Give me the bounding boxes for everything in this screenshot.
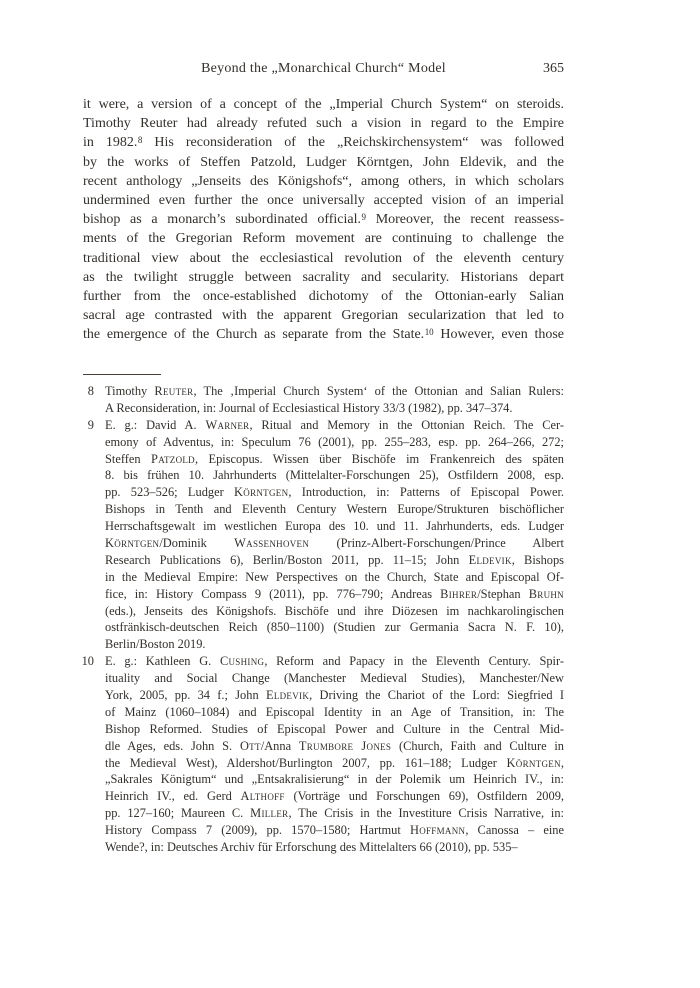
text-segment: (Vorträge und Forschungen 69), Ostfildern 2009, <box>284 789 564 804</box>
text-line <box>83 153 564 172</box>
text-line <box>105 586 564 603</box>
text-line <box>83 95 564 114</box>
footnote <box>83 653 564 856</box>
text-line <box>83 325 564 344</box>
text-line <box>105 501 564 518</box>
text-segment: Hoffmann <box>409 823 466 838</box>
text-segment: Warner <box>205 417 250 432</box>
text-segment: undermined even further the once universally accepted vision of an imperial <box>83 192 564 208</box>
text-segment: E. g.: Kathleen G. <box>105 654 220 669</box>
footnote-text <box>105 653 564 856</box>
text-line <box>105 535 564 552</box>
text-segment: York, 2005, pp. 34 f.; John <box>105 688 266 703</box>
text-segment: the emergence of the Church as separate from the State. <box>83 327 425 343</box>
text-line <box>83 172 564 191</box>
text-line <box>83 287 564 306</box>
text-line <box>105 569 564 586</box>
text-segment: , Driving the Chariot of the Lord: Siegfried I <box>309 688 564 703</box>
text-segment: Ott <box>239 738 261 753</box>
text-segment: recent anthology „Jenseits des Königshofs“, among others, in which scholars <box>83 173 564 189</box>
text-line <box>105 805 564 822</box>
text-segment: , <box>560 755 564 770</box>
text-segment: /Dominik <box>159 536 235 551</box>
text-segment: sacral age contrasted with the apparent Gregorian secularization that led to <box>83 308 564 324</box>
footnote-marker: 9 <box>361 211 366 222</box>
text-segment: E. g.: David A. <box>105 417 206 432</box>
text-line <box>83 306 564 325</box>
text-line <box>105 467 564 484</box>
text-segment: ostfränkisch-deutschen Reich (850–1100) (Studien zur Germania Sacra N. F. 10), <box>105 620 564 635</box>
text-line <box>105 484 564 501</box>
text-segment: , The Crisis in the Investiture Crisis Narrative, in: <box>288 806 564 821</box>
text-segment: pp. 127–160; Maureen C. <box>105 806 251 821</box>
text-segment: Trumbore Jones <box>298 738 392 753</box>
text-segment: Berlin/Boston 2019. <box>105 637 206 652</box>
text-segment: Miller <box>250 806 289 821</box>
text-segment: , Reform and Papacy in the Eleventh Century. Spir- <box>264 654 564 669</box>
text-segment: it were, a version of a concept of the „Imperial Church System“ on steroids. <box>83 97 564 112</box>
text-line <box>105 755 564 772</box>
text-segment: Wende?, in: Deutsches Archiv für Erforschung des Mittelalters 66 (2010), pp. 535– <box>105 840 518 855</box>
text-segment: His reconsideration of the „Reichskirchensystem“ was followed <box>142 135 565 151</box>
text-segment: , Bishops <box>511 552 564 567</box>
footnote-separator-rule <box>83 374 161 375</box>
text-line <box>105 636 564 653</box>
text-line <box>83 210 564 229</box>
text-segment: as the twilight struggle between sacrality and secularity. Historians depart <box>83 269 564 285</box>
footnote-text <box>105 383 564 417</box>
text-line <box>105 721 564 738</box>
text-line <box>105 518 564 535</box>
text-line <box>105 822 564 839</box>
text-segment: Althoff <box>240 789 285 804</box>
text-segment: Bishops in Tenth and Eleventh Century Western Europe/Strukturen bischöflicher <box>105 502 564 517</box>
text-line <box>105 603 564 620</box>
text-line <box>105 400 564 417</box>
text-segment: , Introduction, in: Patterns of Episcopal Power. <box>288 485 564 500</box>
text-line <box>83 249 564 268</box>
text-segment: A Reconsideration, in: Journal of Ecclesiastical History 33/3 (1982), pp. 347–374. <box>105 400 513 415</box>
text-segment: Steffen <box>105 451 151 466</box>
text-line <box>105 451 564 468</box>
text-segment: Eldevik <box>265 688 310 703</box>
text-segment: Eldevik <box>468 552 512 567</box>
text-segment: , Canossa – eine <box>465 823 564 838</box>
text-segment: Moreover, the recent reassess- <box>366 212 564 228</box>
footnotes-section <box>83 383 564 856</box>
text-segment: Reuter <box>154 384 194 398</box>
text-segment: „Sakrales Königtum“ und „Entsakralisierung“ in der Polemik um Heinrich IV., in: <box>105 772 564 787</box>
text-segment: , The ‚Imperial Church System‘ of the Ottonian and Salian Rulers: <box>193 384 564 398</box>
text-segment: Körntgen <box>234 485 289 500</box>
text-line <box>105 383 564 400</box>
text-segment: further from the once-established dichotomy of the Ottonian-early Salian <box>83 288 564 304</box>
page-number: 365 <box>543 61 564 76</box>
text-segment: However, even those <box>433 327 565 343</box>
text-line <box>83 268 564 287</box>
text-segment: , Ritual and Memory in the Ottonian <box>249 417 474 432</box>
footnote <box>83 417 564 653</box>
text-segment: traditional view about the ecclesiastical revolution of the eleventh century <box>83 250 564 266</box>
text-segment: Research Publications 6), Berlin/Boston 2011, pp. 11–15; John <box>105 552 469 567</box>
footnote-marker: 10 <box>424 326 434 337</box>
text-line <box>83 229 564 248</box>
running-head: Beyond the „Monarchical Church“ Model <box>201 61 446 76</box>
text-segment: Heinrich IV., ed. Gerd <box>105 789 241 804</box>
text-line <box>105 704 564 721</box>
text-segment: Patzold <box>151 451 195 466</box>
text-segment: , in: Speculum 76 (2001), pp. 255–283, esp. pp. 264–266, 272; <box>210 434 564 449</box>
text-segment: Herrschaftsgewalt im westlichen Europa des 10. und 11. Jahrhunderts, eds. Ludger <box>105 519 564 534</box>
text-segment: dle Ages, eds. John S. <box>105 738 240 753</box>
text-line <box>83 191 564 210</box>
text-line <box>105 687 564 704</box>
text-segment: the Medieval West), Aldershot/Burlington 2007, pp. 161–188; Ludger <box>105 755 507 770</box>
text-segment: pp. 523–526; Ludger <box>105 485 235 500</box>
text-segment: 8. bis frühen 10. Jahrhunderts (Mittelalter-Forschungen 25), Ostfildern 2008, esp. <box>105 468 564 483</box>
text-line <box>105 417 564 434</box>
footnote <box>83 383 564 417</box>
text-segment: bishop as a monarch’s subordinated official. <box>83 212 362 228</box>
text-line <box>105 771 564 788</box>
text-segment: . The Cer- <box>502 417 564 432</box>
footnote-text <box>105 417 564 653</box>
text-segment: Cushing <box>219 654 265 669</box>
text-segment: (Church, Faith and Culture in <box>391 738 564 753</box>
text-segment: Timothy <box>105 384 155 398</box>
text-line <box>105 434 564 451</box>
text-segment: Körntgen <box>506 755 561 770</box>
text-segment: Bihrer <box>440 586 478 601</box>
text-segment: (eds.), Jenseits des Königshofs. Bischöfe und ihre Diözesen im nachkarolingischen <box>105 603 564 618</box>
text-segment: emony of <box>105 434 164 449</box>
text-segment: (Prinz-Albert-Forschungen/Prince Albert <box>309 536 564 551</box>
text-segment: ituality and Social Change (Manchester Medieval Studies), Manchester/New <box>105 671 564 686</box>
body-paragraph <box>83 95 564 344</box>
footnote-number: 8 <box>87 384 94 398</box>
text-segment: Bishop Reformed. Studies of Episcopal Power and Culture in the Central Mid- <box>105 721 564 736</box>
text-segment: ments of the Gregorian Reform movement are continuing to challenge the <box>83 231 564 247</box>
text-segment: /Anna <box>260 738 299 753</box>
text-segment: Bruhn <box>528 586 564 601</box>
text-segment: in the Medieval Empire: New Perspectives on the Church, State and Episcopal Of- <box>105 569 564 584</box>
text-segment: Körntgen <box>105 536 160 551</box>
text-segment: History Compass 7 (2009), pp. 1570–1580; Hartmut <box>105 823 410 838</box>
footnote-number: 10 <box>81 654 94 669</box>
text-line <box>105 788 564 805</box>
text-segment: by the works of Steffen Patzold, Ludger Körntgen, John Eldevik, and the <box>83 154 564 170</box>
text-segment: fice, in: History Compass 9 (2011), pp. 776–790; Andreas <box>105 586 441 601</box>
text-segment: Wassenhoven <box>234 536 310 551</box>
text-line <box>105 839 564 856</box>
text-line <box>105 619 564 636</box>
text-line <box>83 133 564 152</box>
text-line <box>105 552 564 569</box>
footnote-number: 9 <box>87 417 94 432</box>
text-line <box>83 114 564 133</box>
text-line <box>105 738 564 755</box>
text-segment: Reich <box>473 417 503 432</box>
text-segment: of Mainz (1060–1084) and Episcopal Identity in an Age of Transition, in: The <box>105 704 564 719</box>
footnote-marker: 8 <box>137 134 143 145</box>
text-segment: in 1982. <box>83 135 138 151</box>
text-segment: , Episcopus. Wissen über Bischöfe im Frankenreich des späten <box>195 451 564 466</box>
text-segment: Adventus <box>163 434 211 449</box>
text-segment: Timothy Reuter had already refuted such a vision in regard to the Empire <box>83 116 564 132</box>
text-line <box>105 653 564 670</box>
text-segment: /Stephan <box>477 586 529 601</box>
text-line <box>105 670 564 687</box>
